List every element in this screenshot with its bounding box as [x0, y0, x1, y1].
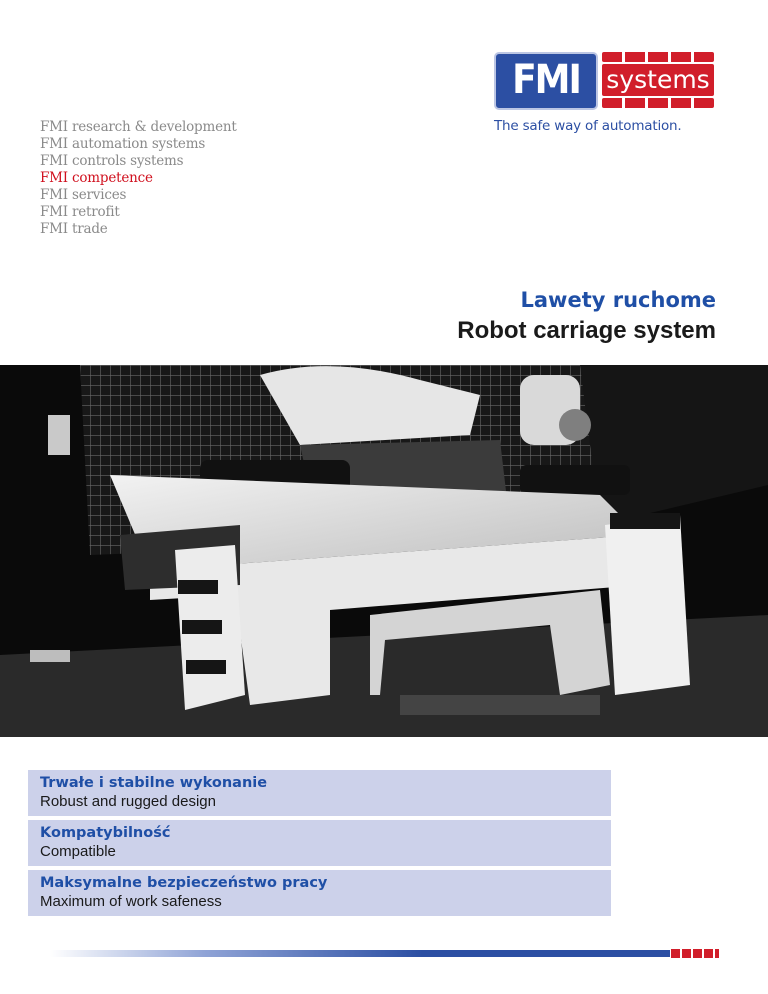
division-nav	[40, 119, 237, 238]
logo-systems-word: systems	[602, 64, 714, 96]
nav-item-research[interactable]: FMI research & development	[40, 119, 237, 135]
nav-item-automation[interactable]: FMI automation systems	[40, 136, 206, 152]
feature-item	[28, 770, 611, 816]
feature-list	[28, 770, 611, 920]
feature-title-en: Compatible	[40, 843, 116, 860]
nav-item-controls[interactable]: FMI controls systems	[40, 153, 184, 169]
page-title-polish: Lawety ruchome	[520, 288, 716, 312]
logo-systems-block	[602, 52, 714, 110]
logo-tagline: The safe way of automation.	[494, 118, 682, 134]
footer-divider	[50, 950, 670, 957]
feature-title-pl: Maksymalne bezpieczeństwo pracy	[40, 875, 328, 891]
feature-title-pl: Trwałe i stabilne wykonanie	[40, 775, 268, 791]
nav-item-services[interactable]: FMI services	[40, 187, 127, 203]
logo-fmi-mark: FMI	[494, 52, 598, 110]
nav-item-trade[interactable]: FMI trade	[40, 221, 108, 237]
fmi-systems-logo	[494, 52, 718, 114]
feature-item	[28, 820, 611, 866]
page-title-english: Robot carriage system	[457, 317, 716, 344]
feature-title-pl: Kompatybilność	[40, 825, 171, 841]
feature-item	[28, 870, 611, 916]
robot-carriage-photo	[0, 365, 768, 737]
feature-title-en: Maximum of work safeness	[40, 893, 222, 910]
footer-brand-stripes	[671, 949, 719, 958]
logo-stripe-top	[602, 52, 714, 62]
nav-item-competence[interactable]: FMI competence	[40, 170, 153, 186]
feature-title-en: Robust and rugged design	[40, 793, 216, 810]
logo-stripe-bottom	[602, 98, 714, 108]
nav-item-retrofit[interactable]: FMI retrofit	[40, 204, 120, 220]
